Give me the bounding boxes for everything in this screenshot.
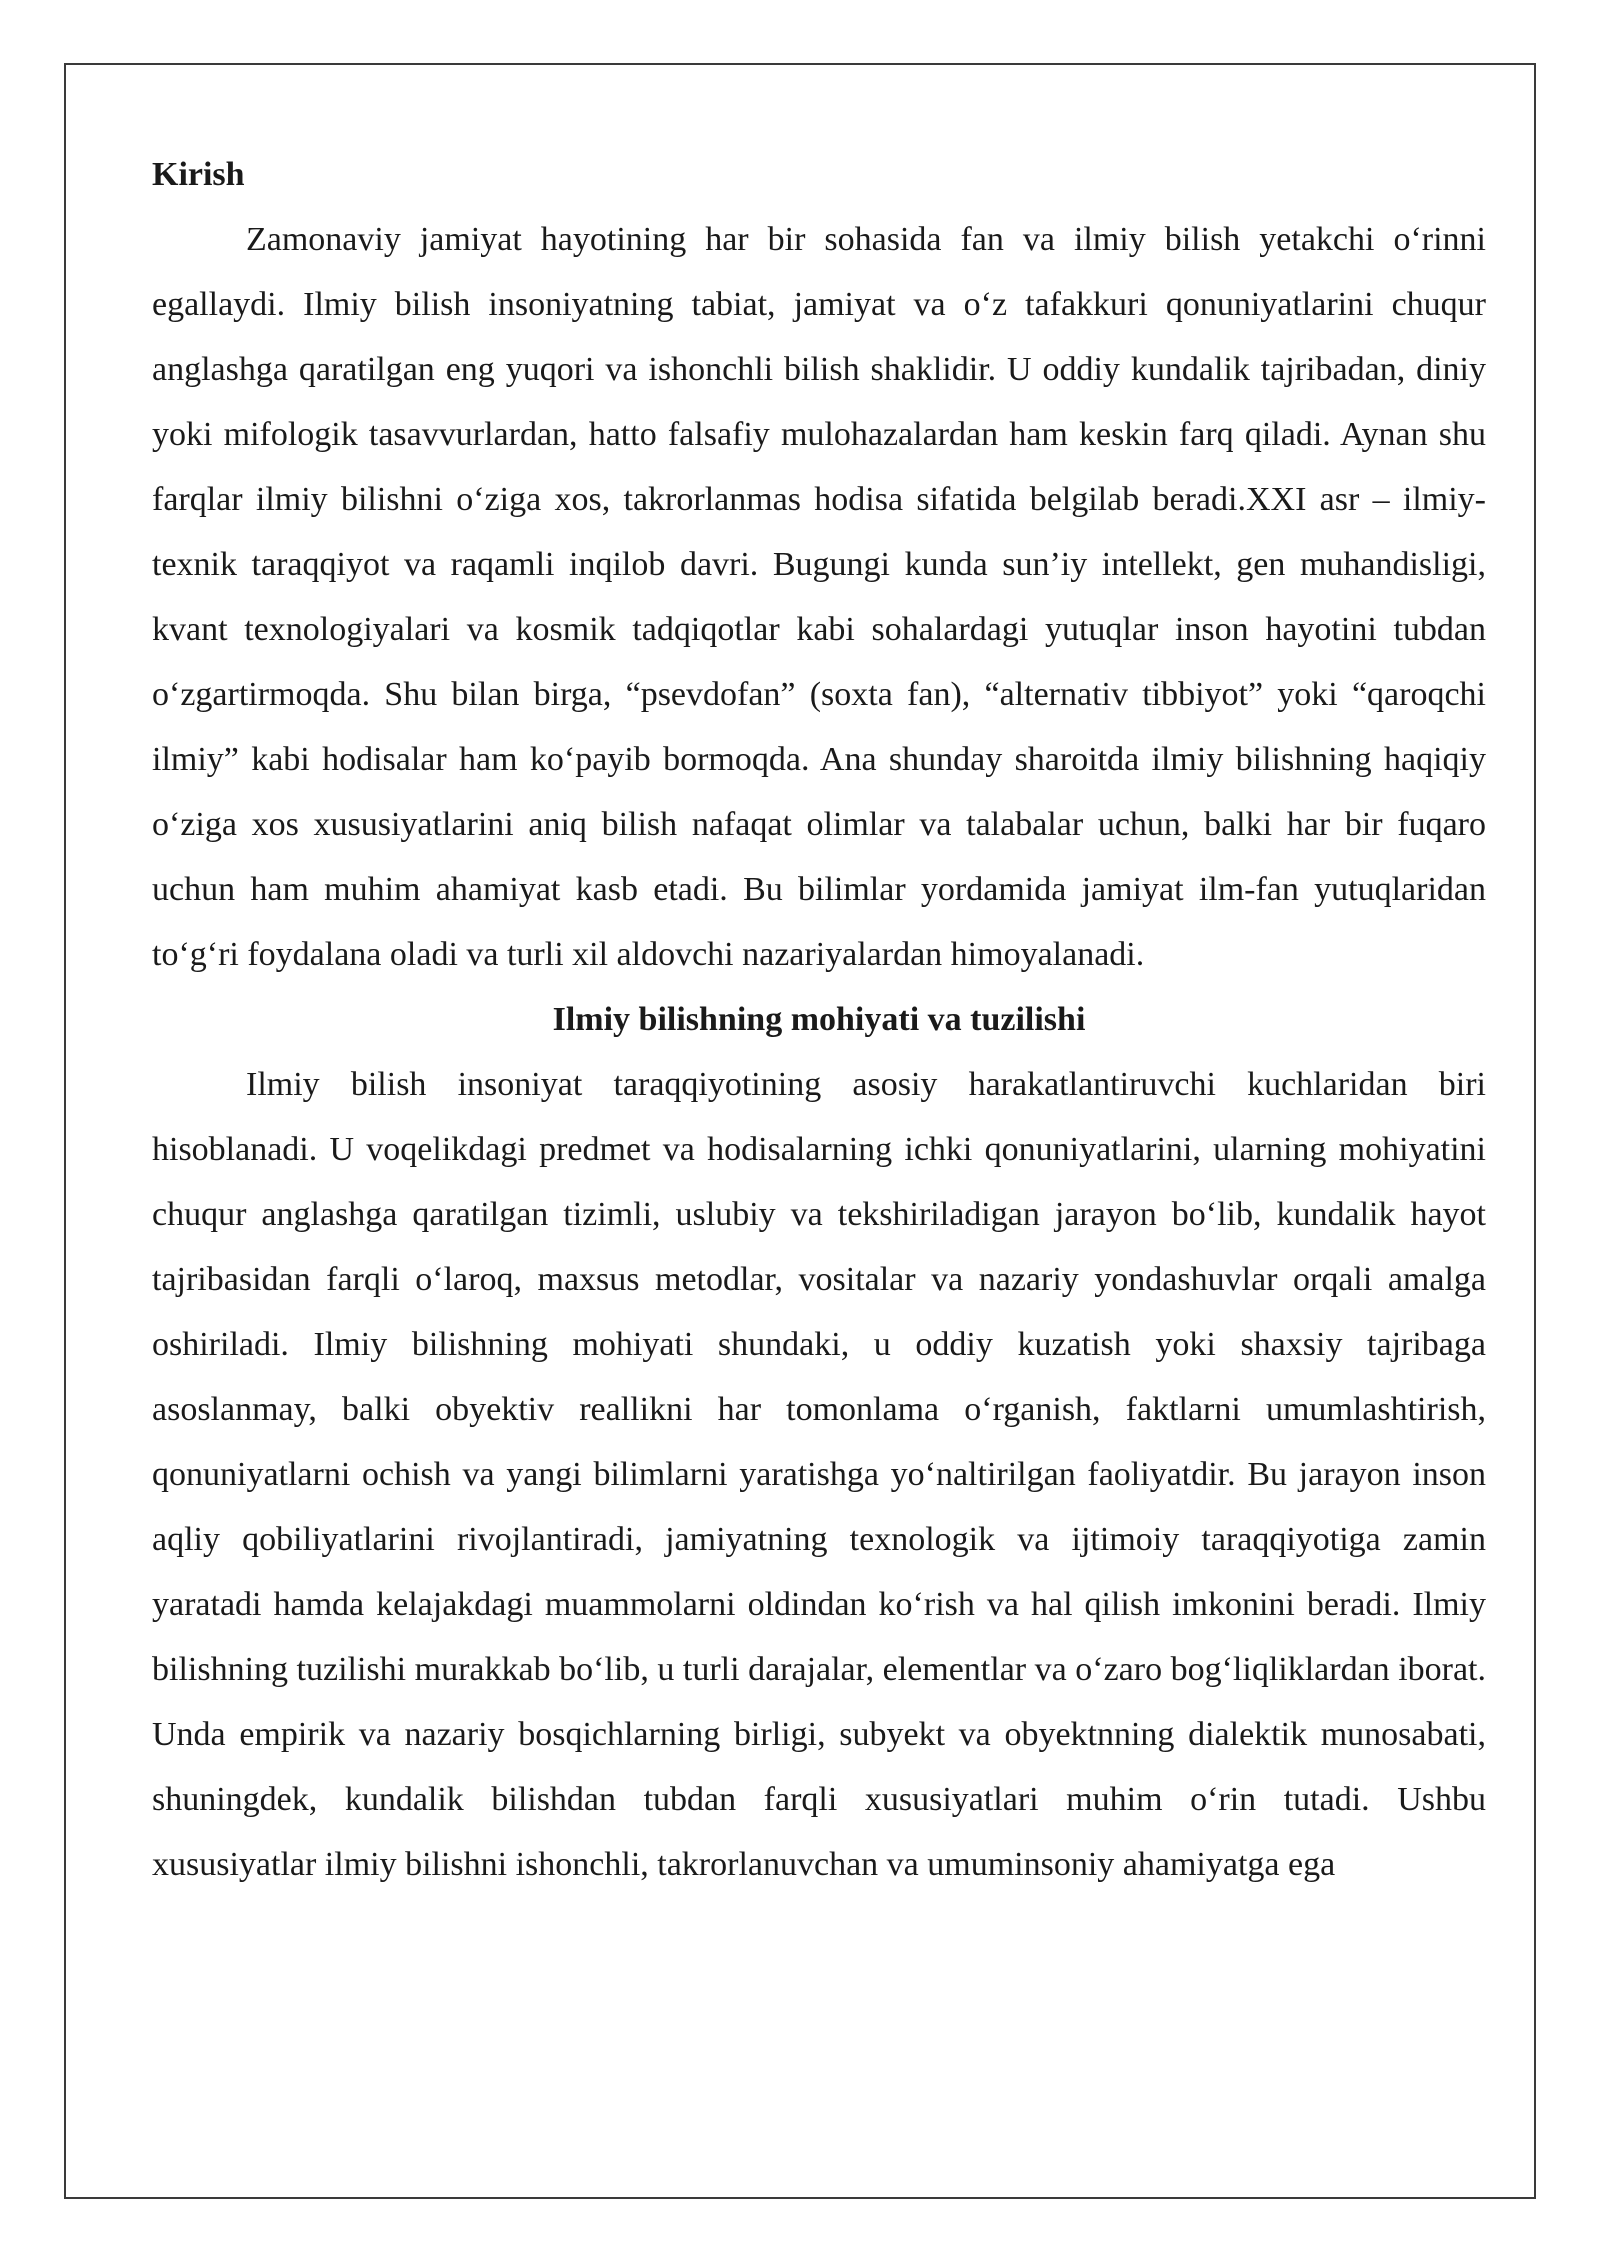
section-heading: Ilmiy bilishning mohiyati va tuzilishi: [552, 1001, 1086, 1038]
section-paragraph: Ilmiy bilish insoniyat taraqqiyotining asosiy harakatlantiruvchi kuchlaridan biri hisoblanadi. U voqelikdagi predmet va hodisalarning ichki qonuniyatlarini, ularning mohiyatini chuqur anglashga qaratilgan tizimli, uslubiy va tekshiriladigan jarayon bo‘lib, kundalik hayot tajribasidan farqli o‘laroq, maxsus metodlar, vositalar va nazariy yondashuvlar orqali amalga oshiriladi. Ilmiy bilishning mohiyati shundaki, u oddiy kuzatish yoki shaxsiy tajribaga asoslanmay, balki obyektiv reallikni har tomonlama o‘rganish, faktlarni umumlashtirish, qonuniyatlarni ochish va yangi bilimlarni yaratishga yo‘naltirilgan faoliyatdir. Bu jarayon inson aqliy qobiliyatlarini rivojlantiradi, jamiyatning texnologik va ijtimoiy taraqqiyotiga zamin yaratadi hamda kelajakdagi muammolarni oldindan ko‘rish va hal qilish imkonini beradi. Ilmiy bilishning tuzilishi murakkab bo‘lib, u turli darajalar, elementlar va o‘zaro bog‘liqliklardan iborat. Unda empirik va nazariy bosqichlarning birligi, subyekt va obyektnning dialektik munosabati, shuningdek, kundalik bilishdan tubdan farqli xususiyatlari muhim o‘rin tutadi. Ushbu xususiyatlar ilmiy bilishni ishonchli, takrorlanuvchan va umuminsoniy ahamiyatga ega: [152, 1066, 1486, 1883]
intro-heading: Kirish: [152, 156, 245, 193]
intro-paragraph: Zamonaviy jamiyat hayotining har bir sohasida fan va ilmiy bilish yetakchi o‘rinni egallaydi. Ilmiy bilish insoniyatning tabiat, jamiyat va o‘z tafakkuri qonuniyatlarini chuqur anglashga qaratilgan eng yuqori va ishonchli bilish shaklidir. U oddiy kundalik tajribadan, diniy yoki mifologik tasavvurlardan, hatto falsafiy mulohazalardan ham keskin farq qiladi. Aynan shu farqlar ilmiy bilishni o‘ziga xos, takrorlanmas hodisa sifatida belgilab beradi.XXI asr – ilmiy-texnik taraqqiyot va raqamli inqilob davri. Bugungi kunda sun’iy intellekt, gen muhandisligi, kvant texnologiyalari va kosmik tadqiqotlar kabi sohalardagi yutuqlar inson hayotini tubdan o‘zgartirmoqda. Shu bilan birga, “psevdofan” (soxta fan), “alternativ tibbiyot” yoki “qaroqchi ilmiy” kabi hodisalar ham ko‘payib bormoqda. Ana shunday sharoitda ilmiy bilishning haqiqiy o‘ziga xos xususiyatlarini aniq bilish nafaqat olimlar va talabalar uchun, balki har bir fuqaro uchun ham muhim ahamiyat kasb etadi. Bu bilimlar yordamida jamiyat ilm-fan yutuqlaridan to‘g‘ri foydalana oladi va turli xil aldovchi nazariyalardan himoyalanadi.: [152, 221, 1486, 973]
document-body: [152, 142, 1486, 1897]
